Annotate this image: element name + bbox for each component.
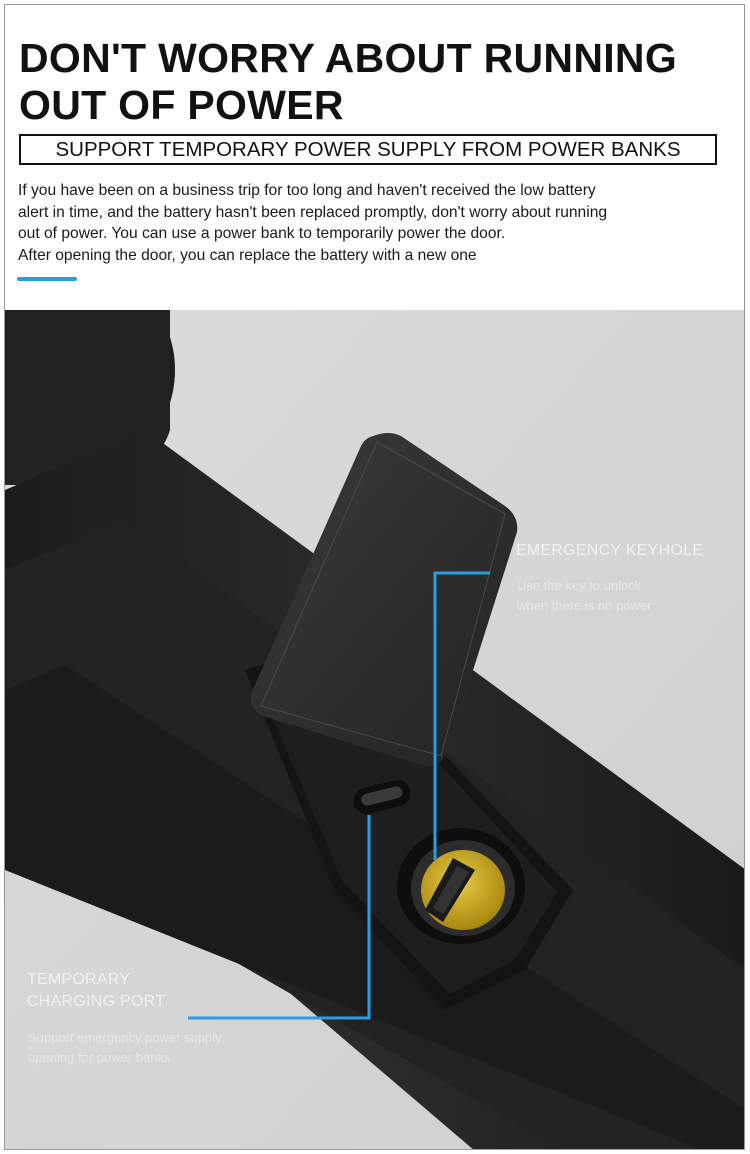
- intro-line-4: After opening the door, you can replace the battery with a new one: [18, 246, 477, 264]
- keyhole-desc-line-1: Use the key to unlock: [517, 578, 642, 593]
- page-title: [19, 35, 719, 129]
- accent-divider: [17, 277, 77, 281]
- product-photo: [5, 310, 745, 1150]
- intro-line-2: alert in time, and the battery hasn't been replaced promptly, don't worry about running: [18, 203, 608, 221]
- headline-line-2: OUT OF POWER: [19, 82, 344, 128]
- subtitle-banner: SUPPORT TEMPORARY POWER SUPPLY FROM POWER BANKS: [19, 134, 717, 165]
- charging-desc-line-2: opening for power banks: [28, 1050, 171, 1065]
- keyhole-callout-title: EMERGENCY KEYHOLE: [516, 542, 704, 559]
- keyhole-desc-line-2: when there is no power: [517, 598, 652, 613]
- product-banner: [4, 4, 745, 1150]
- keyhole-icon: [397, 828, 525, 944]
- charging-desc-line-1: Support emergency power supply: [28, 1030, 222, 1045]
- charging-callout-desc: [28, 1028, 222, 1068]
- keyhole-callout-desc: [517, 576, 651, 616]
- intro-line-1: If you have been on a business trip for too long and haven't received the low battery: [18, 182, 596, 199]
- intro-line-3: out of power. You can use a power bank to temporarily power the door.: [18, 225, 506, 242]
- headline-line-1: DON'T WORRY ABOUT RUNNING: [19, 35, 678, 81]
- charging-callout-title: [27, 969, 165, 1013]
- intro-paragraph: [18, 180, 718, 266]
- charging-title-line-2: CHARGING PORT: [27, 993, 166, 1010]
- charging-title-line-1: TEMPORARY: [27, 971, 131, 988]
- lock-illustration: [5, 310, 745, 1150]
